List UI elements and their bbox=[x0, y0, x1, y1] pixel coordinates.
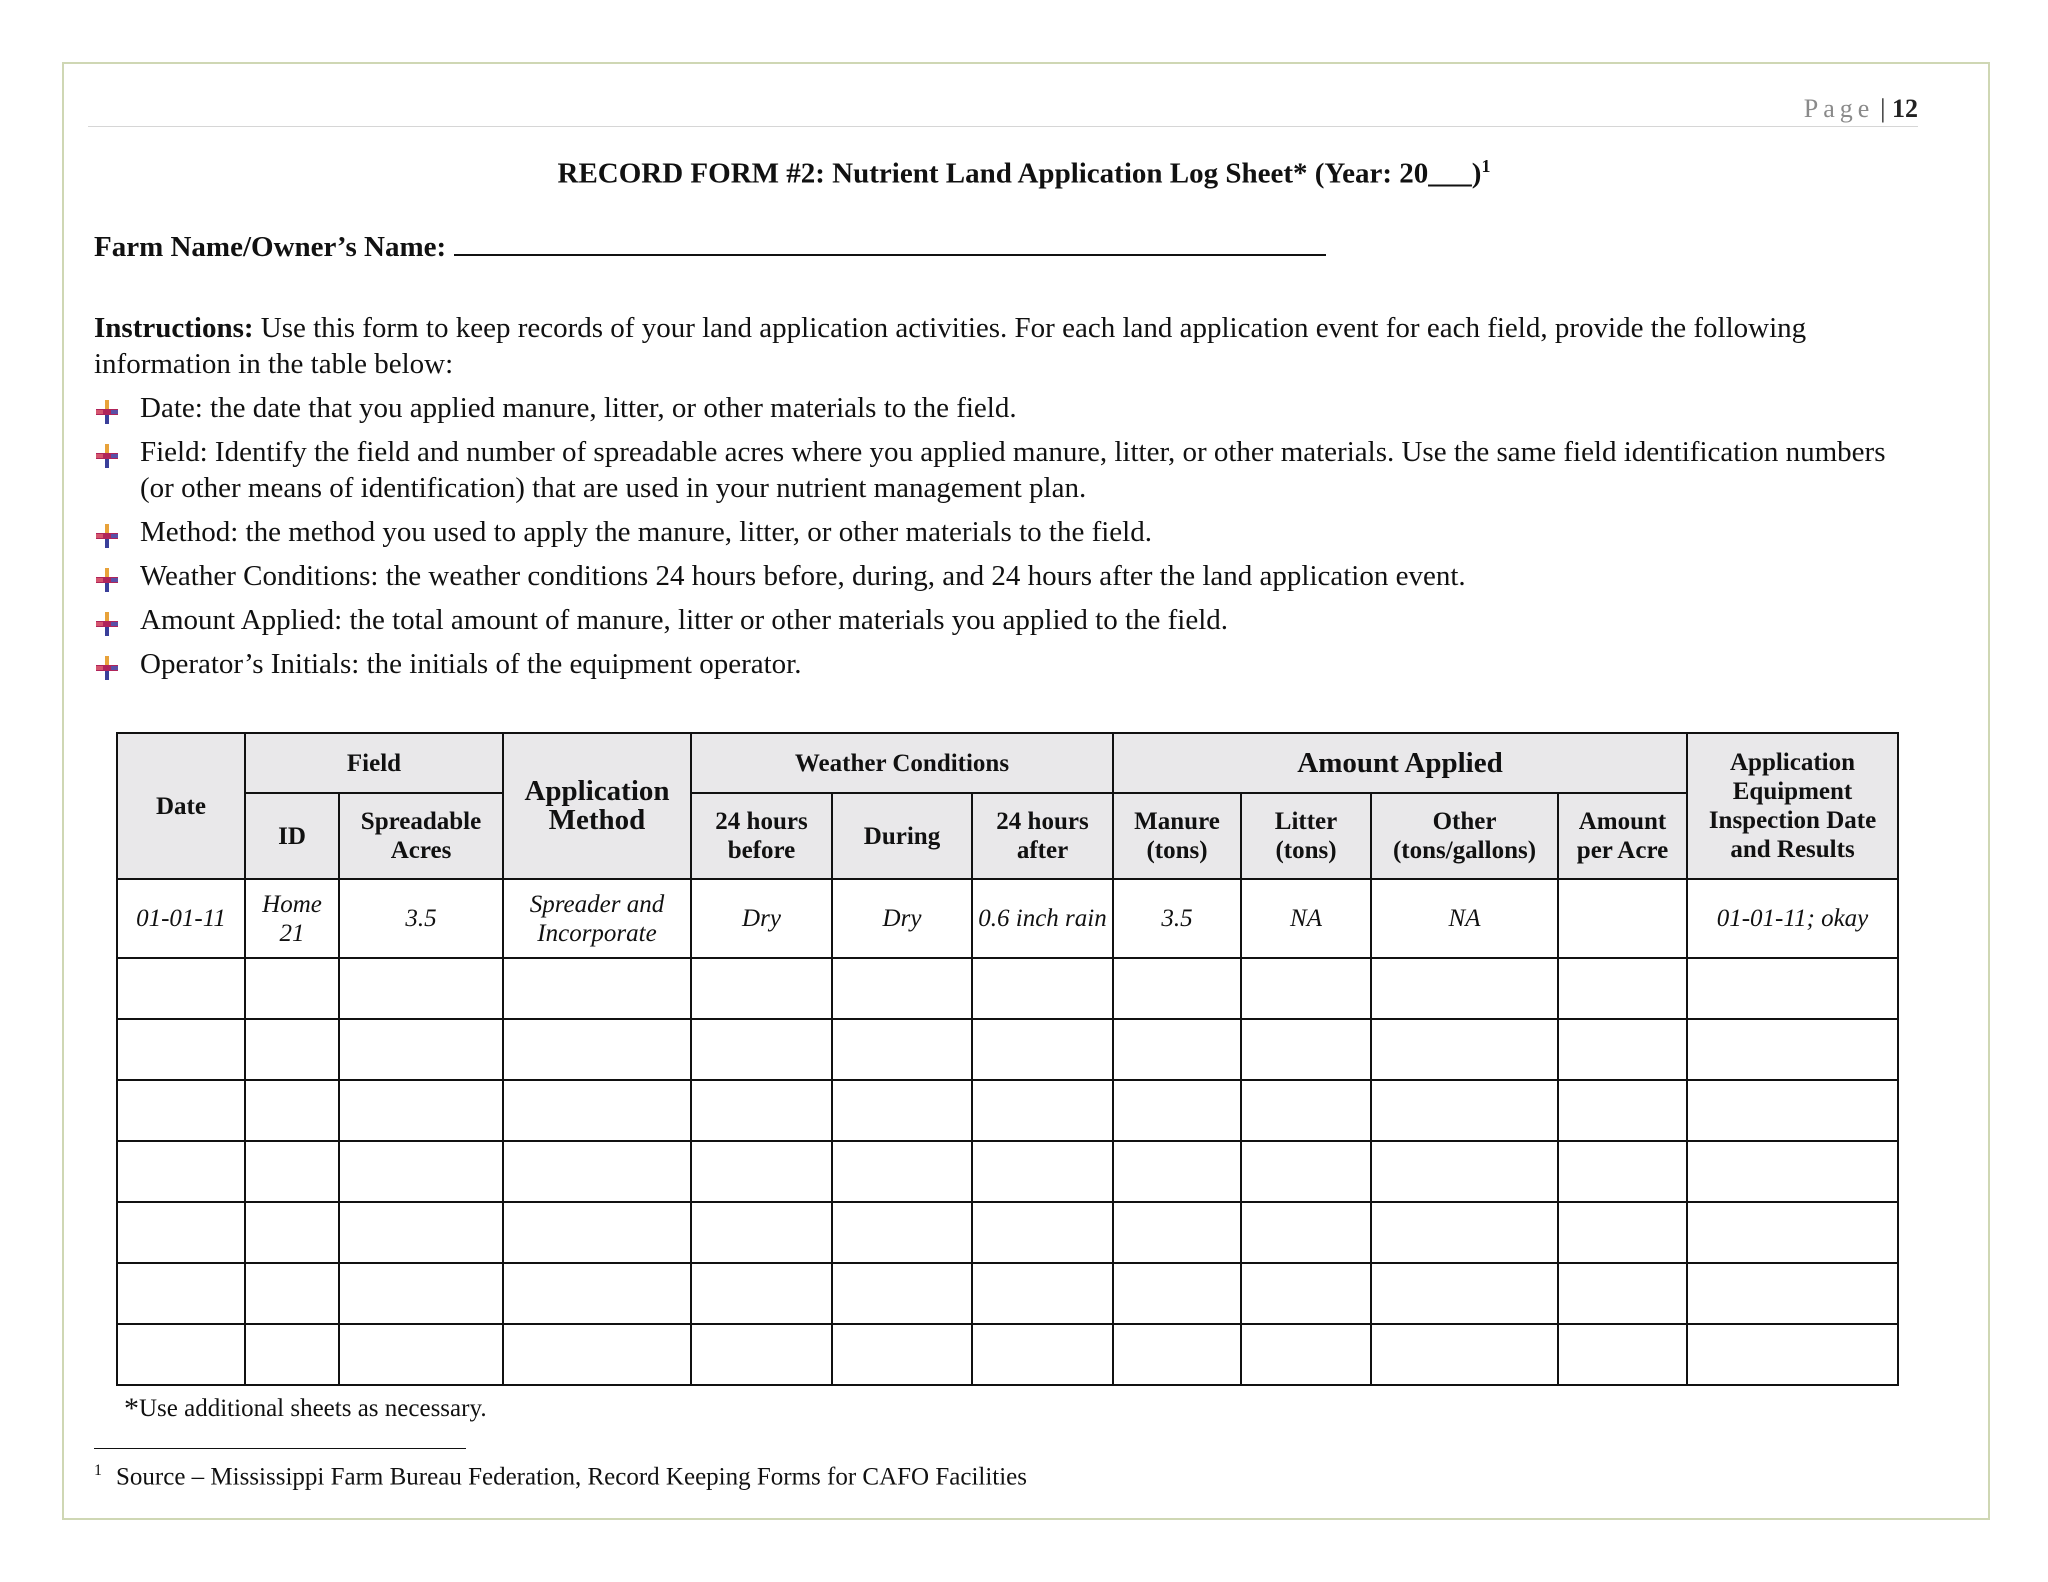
header-inspection: Application Equipment Inspection Date and Results bbox=[1687, 733, 1898, 879]
owner-name-line bbox=[94, 224, 1326, 264]
footnote-divider bbox=[94, 1448, 466, 1449]
cell-weather-before[interactable] bbox=[691, 1141, 832, 1202]
header-amount-per-acre: Amount per Acre bbox=[1558, 793, 1687, 879]
cell-inspection[interactable] bbox=[1687, 1202, 1898, 1263]
bullet-text: Date: the date that you applied manure, litter, or other materials to the field. bbox=[140, 392, 1017, 424]
cell-amount-other[interactable] bbox=[1371, 1019, 1558, 1080]
cell-amount-other[interactable] bbox=[1371, 1324, 1558, 1385]
header-date: Date bbox=[117, 733, 245, 879]
cell-amount-per-acre[interactable] bbox=[1558, 1202, 1687, 1263]
instruction-bullets bbox=[94, 390, 1924, 690]
cell-amount-manure[interactable] bbox=[1113, 1263, 1241, 1324]
header-weather-during: During bbox=[832, 793, 972, 879]
cell-weather-during[interactable] bbox=[832, 1019, 972, 1080]
cell-field-id[interactable] bbox=[245, 1141, 339, 1202]
cell-weather-before[interactable] bbox=[691, 958, 832, 1019]
cell-amount-manure[interactable] bbox=[1113, 1202, 1241, 1263]
table-row bbox=[117, 1324, 1898, 1385]
cell-field-id[interactable]: Home 21 bbox=[245, 879, 339, 958]
page-header bbox=[88, 92, 1918, 127]
cell-method[interactable] bbox=[503, 1080, 691, 1141]
footnote bbox=[94, 1462, 1027, 1491]
cell-field-id[interactable] bbox=[245, 1324, 339, 1385]
table-row bbox=[117, 958, 1898, 1019]
cell-amount-per-acre[interactable] bbox=[1558, 1263, 1687, 1324]
cell-amount-manure[interactable] bbox=[1113, 1324, 1241, 1385]
cell-weather-before[interactable] bbox=[691, 1263, 832, 1324]
instruction-bullet bbox=[94, 558, 1924, 594]
cell-method[interactable] bbox=[503, 1202, 691, 1263]
cell-field-acres[interactable] bbox=[339, 1324, 503, 1385]
cell-field-id[interactable] bbox=[245, 1202, 339, 1263]
note-text: Use additional sheets as necessary. bbox=[139, 1395, 487, 1422]
cell-field-acres[interactable] bbox=[339, 1141, 503, 1202]
cell-date[interactable] bbox=[117, 1080, 245, 1141]
cell-weather-after[interactable] bbox=[972, 1019, 1113, 1080]
instruction-bullet bbox=[94, 514, 1924, 550]
cell-method[interactable] bbox=[503, 1141, 691, 1202]
cell-amount-litter[interactable] bbox=[1241, 1141, 1371, 1202]
cell-date[interactable] bbox=[117, 1202, 245, 1263]
header-weather-after: 24 hours after bbox=[972, 793, 1113, 879]
instruction-bullet bbox=[94, 390, 1924, 426]
cell-field-id[interactable] bbox=[245, 1019, 339, 1080]
cell-weather-before[interactable] bbox=[691, 1202, 832, 1263]
cell-amount-other[interactable]: NA bbox=[1371, 879, 1558, 958]
footnote-text: Source – Mississippi Farm Bureau Federation, Record Keeping Forms for CAFO Facilities bbox=[116, 1463, 1027, 1491]
cell-field-acres[interactable] bbox=[339, 1019, 503, 1080]
header-amount-litter: Litter (tons) bbox=[1241, 793, 1371, 879]
cell-amount-other[interactable] bbox=[1371, 958, 1558, 1019]
cell-field-acres[interactable] bbox=[339, 1263, 503, 1324]
header-method: Application Method bbox=[503, 733, 691, 879]
cell-weather-before[interactable]: Dry bbox=[691, 879, 832, 958]
form-title bbox=[0, 156, 2048, 191]
header-weather-before: 24 hours before bbox=[691, 793, 832, 879]
cell-amount-per-acre[interactable] bbox=[1558, 1324, 1687, 1385]
instruction-bullet bbox=[94, 646, 1924, 682]
cell-amount-litter[interactable]: NA bbox=[1241, 879, 1371, 958]
cell-amount-litter[interactable] bbox=[1241, 1080, 1371, 1141]
table-row bbox=[117, 1080, 1898, 1141]
cell-date[interactable] bbox=[117, 1019, 245, 1080]
cell-amount-per-acre[interactable] bbox=[1558, 879, 1687, 958]
cell-inspection[interactable] bbox=[1687, 1019, 1898, 1080]
instructions-label: Instructions: bbox=[94, 312, 254, 344]
cell-amount-litter[interactable] bbox=[1241, 1263, 1371, 1324]
cell-amount-per-acre[interactable] bbox=[1558, 1019, 1687, 1080]
cell-field-id[interactable] bbox=[245, 958, 339, 1019]
cell-weather-during[interactable] bbox=[832, 1080, 972, 1141]
additional-sheets-note bbox=[124, 1392, 487, 1426]
note-star: * bbox=[124, 1392, 139, 1425]
cell-weather-during[interactable] bbox=[832, 958, 972, 1019]
header-field: Field bbox=[245, 733, 503, 793]
footnote-number: 1 bbox=[94, 1462, 102, 1479]
cell-date[interactable]: 01-01-11 bbox=[117, 879, 245, 958]
cell-weather-during[interactable]: Dry bbox=[832, 879, 972, 958]
cell-amount-per-acre[interactable] bbox=[1558, 958, 1687, 1019]
arrow-bullet-icon bbox=[94, 654, 120, 680]
instructions bbox=[94, 310, 1914, 382]
cell-field-acres[interactable] bbox=[339, 958, 503, 1019]
cell-field-id[interactable] bbox=[245, 1080, 339, 1141]
bullet-text: Amount Applied: the total amount of manure, litter or other materials you applied to the field. bbox=[140, 604, 1229, 636]
cell-field-acres[interactable] bbox=[339, 1080, 503, 1141]
header-amount: Amount Applied bbox=[1113, 733, 1687, 793]
cell-inspection[interactable] bbox=[1687, 1324, 1898, 1385]
instruction-bullet bbox=[94, 434, 1924, 506]
cell-date[interactable] bbox=[117, 958, 245, 1019]
cell-method[interactable] bbox=[503, 1324, 691, 1385]
cell-inspection[interactable] bbox=[1687, 1080, 1898, 1141]
header-field-acres: Spreadable Acres bbox=[339, 793, 503, 879]
owner-name-blank[interactable] bbox=[454, 224, 1326, 256]
page-separator: | bbox=[1880, 94, 1892, 123]
cell-weather-before[interactable] bbox=[691, 1019, 832, 1080]
owner-name-label: Farm Name/Owner’s Name: bbox=[94, 231, 447, 263]
bullet-text: Method: the method you used to apply the manure, litter, or other materials to the field. bbox=[140, 516, 1152, 548]
cell-method[interactable] bbox=[503, 1019, 691, 1080]
cell-weather-during[interactable] bbox=[832, 1202, 972, 1263]
cell-weather-after[interactable] bbox=[972, 1080, 1113, 1141]
instruction-bullet bbox=[94, 602, 1924, 638]
cell-weather-after[interactable] bbox=[972, 1141, 1113, 1202]
header-field-id: ID bbox=[245, 793, 339, 879]
header-weather: Weather Conditions bbox=[691, 733, 1113, 793]
cell-inspection[interactable] bbox=[1687, 1141, 1898, 1202]
cell-field-acres[interactable]: 3.5 bbox=[339, 879, 503, 958]
cell-inspection[interactable]: 01-01-11; okay bbox=[1687, 879, 1898, 958]
cell-field-acres[interactable] bbox=[339, 1202, 503, 1263]
cell-amount-manure[interactable] bbox=[1113, 1080, 1241, 1141]
page-number bbox=[1804, 92, 1918, 126]
table-row bbox=[117, 1019, 1898, 1080]
cell-date[interactable] bbox=[117, 1263, 245, 1324]
cell-amount-manure[interactable]: 3.5 bbox=[1113, 879, 1241, 958]
cell-amount-litter[interactable] bbox=[1241, 958, 1371, 1019]
cell-method[interactable] bbox=[503, 1263, 691, 1324]
arrow-bullet-icon bbox=[94, 398, 120, 424]
application-log-table bbox=[116, 732, 1899, 1386]
arrow-bullet-icon bbox=[94, 522, 120, 548]
cell-weather-after[interactable] bbox=[972, 1202, 1113, 1263]
instructions-text: Use this form to keep records of your land application activities. For each land application event for each field, provide the following information in the table below: bbox=[94, 312, 1807, 380]
cell-weather-after[interactable]: 0.6 inch rain bbox=[972, 879, 1113, 958]
table-row bbox=[117, 1202, 1898, 1263]
table-row bbox=[117, 879, 1898, 958]
cell-amount-manure[interactable] bbox=[1113, 1019, 1241, 1080]
form-title-text: RECORD FORM #2: Nutrient Land Application Log Sheet* (Year: 20___) bbox=[557, 157, 1482, 190]
cell-amount-litter[interactable] bbox=[1241, 1019, 1371, 1080]
cell-weather-after[interactable] bbox=[972, 1324, 1113, 1385]
cell-amount-other[interactable] bbox=[1371, 1263, 1558, 1324]
table-row bbox=[117, 1263, 1898, 1324]
arrow-bullet-icon bbox=[94, 442, 120, 468]
header-amount-other: Other (tons/gallons) bbox=[1371, 793, 1558, 879]
cell-amount-other[interactable] bbox=[1371, 1080, 1558, 1141]
cell-date[interactable] bbox=[117, 1324, 245, 1385]
cell-amount-per-acre[interactable] bbox=[1558, 1080, 1687, 1141]
bullet-text: Weather Conditions: the weather conditions 24 hours before, during, and 24 hours after the land application event. bbox=[140, 560, 1466, 592]
bullet-text: Field: Identify the field and number of spreadable acres where you applied manure, litter, or other materials. Use the same field identification numbers (or other means of identification) that are used in your nutrient management plan. bbox=[140, 436, 1886, 504]
cell-field-id[interactable] bbox=[245, 1263, 339, 1324]
bullet-text: Operator’s Initials: the initials of the equipment operator. bbox=[140, 648, 802, 680]
table-row bbox=[117, 1141, 1898, 1202]
cell-amount-litter[interactable] bbox=[1241, 1324, 1371, 1385]
cell-weather-after[interactable] bbox=[972, 1263, 1113, 1324]
form-title-footnote-ref: 1 bbox=[1481, 156, 1491, 176]
cell-weather-during[interactable] bbox=[832, 1324, 972, 1385]
cell-amount-other[interactable] bbox=[1371, 1202, 1558, 1263]
cell-method[interactable]: Spreader and Incorporate bbox=[503, 879, 691, 958]
cell-weather-after[interactable] bbox=[972, 958, 1113, 1019]
cell-weather-during[interactable] bbox=[832, 1141, 972, 1202]
cell-amount-manure[interactable] bbox=[1113, 1141, 1241, 1202]
cell-amount-manure[interactable] bbox=[1113, 958, 1241, 1019]
cell-inspection[interactable] bbox=[1687, 1263, 1898, 1324]
cell-weather-during[interactable] bbox=[832, 1263, 972, 1324]
cell-amount-per-acre[interactable] bbox=[1558, 1141, 1687, 1202]
cell-inspection[interactable] bbox=[1687, 958, 1898, 1019]
cell-weather-before[interactable] bbox=[691, 1080, 832, 1141]
cell-amount-other[interactable] bbox=[1371, 1141, 1558, 1202]
page-number-value: 12 bbox=[1892, 94, 1918, 123]
header-amount-manure: Manure (tons) bbox=[1113, 793, 1241, 879]
arrow-bullet-icon bbox=[94, 610, 120, 636]
cell-date[interactable] bbox=[117, 1141, 245, 1202]
cell-method[interactable] bbox=[503, 958, 691, 1019]
cell-amount-litter[interactable] bbox=[1241, 1202, 1371, 1263]
page-word: Page bbox=[1803, 94, 1875, 123]
cell-weather-before[interactable] bbox=[691, 1324, 832, 1385]
arrow-bullet-icon bbox=[94, 566, 120, 592]
